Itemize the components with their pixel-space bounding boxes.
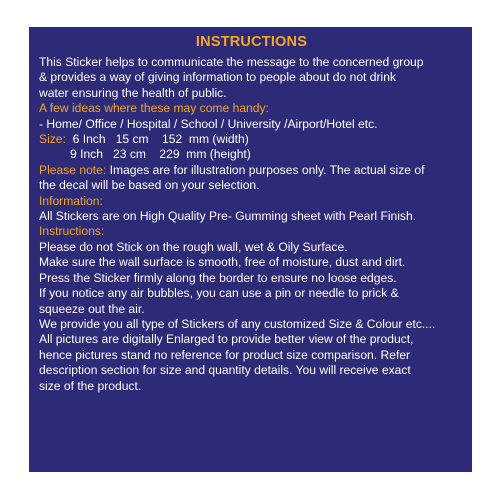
- instruction-line: All pictures are digitally Enlarged to provide better view of the product,: [39, 332, 414, 347]
- instruction-line: squeeze out the air.: [39, 301, 145, 316]
- info-heading: Information:: [39, 193, 103, 208]
- instruction-line: Make sure the wall surface is smooth, free of moisture, dust and dirt.: [39, 255, 406, 270]
- size-row: [39, 147, 464, 162]
- page-title: INSTRUCTIONS: [195, 34, 308, 50]
- note-label: Please note:: [39, 162, 107, 177]
- instruction-line: If you notice any air bubbles, you can use a pin or needle to prick &: [39, 286, 399, 301]
- ideas-text: - Home/ Office / Hospital / School / University /Airport/Hotel etc.: [39, 116, 378, 131]
- instruction-line: We provide you all type of Stickers of any customized Size & Colour etc....: [39, 316, 436, 331]
- info-text: All Stickers are on High Quality Pre- Gumming sheet with Pearl Finish.: [39, 209, 417, 224]
- ideas-heading: A few ideas where these may come handy:: [39, 101, 269, 116]
- instruction-line: size of the product.: [39, 378, 142, 393]
- intro-line: water ensuring the health of public.: [39, 85, 227, 100]
- intro-line: This Sticker helps to communicate the message to the concerned group: [39, 55, 424, 69]
- size-row: [39, 132, 464, 147]
- instruction-line: hence pictures stand no reference for product size comparison. Refer: [39, 347, 411, 362]
- note-text: Images are for illustration purposes only. The actual size of: [106, 162, 425, 177]
- size-value: 6 Inch 15 cm 152 mm (width): [72, 132, 249, 147]
- note-line: the decal will be based on your selection.: [39, 178, 260, 193]
- size-value: 9 Inch 23 cm 229 mm (height): [70, 147, 251, 162]
- instruction-line: description section for size and quantity details. You will receive exact: [39, 363, 411, 378]
- instructions-heading: Instructions:: [39, 224, 105, 239]
- instruction-line: Please do not Stick on the rough wall, wet & Oily Surface.: [39, 239, 348, 254]
- intro-line: & provides a way of giving information to people about do not drink: [39, 70, 396, 85]
- instruction-line: Press the Sticker firmly along the border to ensure no loose edges.: [39, 270, 397, 285]
- size-label: Size:: [39, 132, 66, 147]
- instructions-panel: [29, 27, 472, 472]
- note-line: [39, 163, 464, 178]
